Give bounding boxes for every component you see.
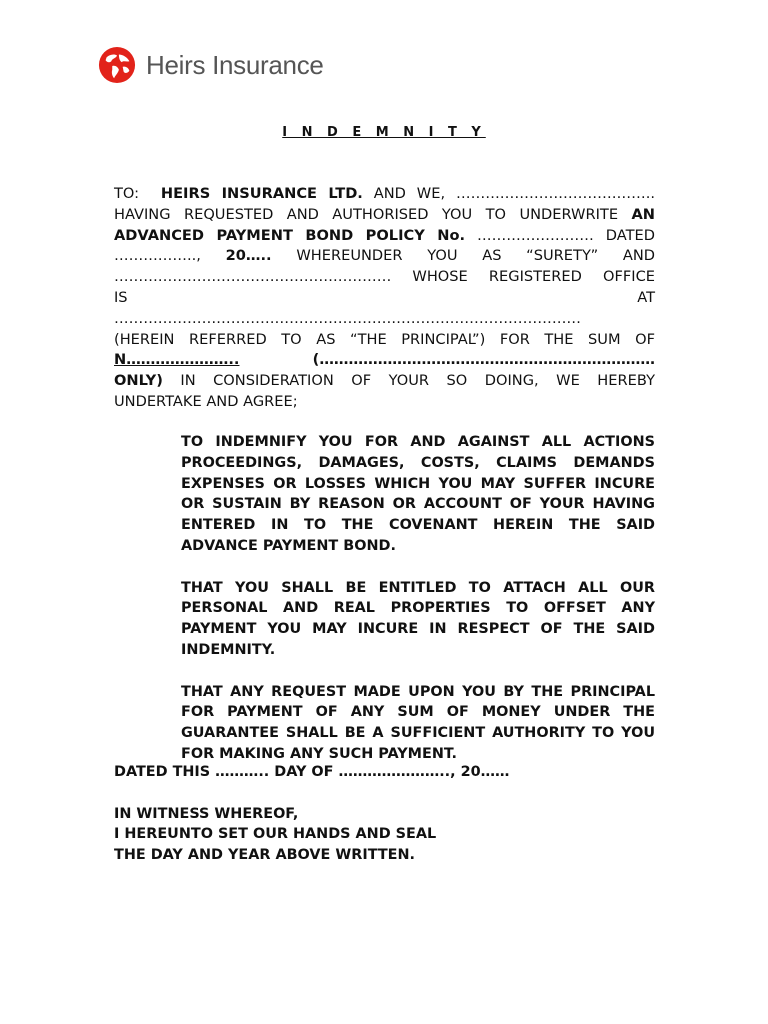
para-line: ………………………………………………… WHOSE REGISTERED OFFICE	[114, 268, 655, 286]
para-text: ……………..,	[114, 247, 201, 265]
and-we-text: AND WE, …………………………………..	[373, 185, 655, 202]
sum-amount: N…………………..	[114, 351, 240, 369]
para-text: IS	[114, 288, 128, 306]
para-line: UNDERTAKE AND AGREE;	[114, 392, 298, 410]
clause-2: THAT YOU SHALL BE ENTITLED TO ATTACH ALL OUR PERSONAL AND REAL PROPERTIES TO OFFSET ANY PAYMENT YOU MAY INCURE IN RESPECT OF THE SAID INDEMNITY.	[181, 579, 655, 658]
document-title: I N D E M N I T Y	[282, 125, 486, 140]
signature-block	[114, 762, 509, 866]
brand-name: Heirs Insurance	[146, 49, 324, 80]
para-line	[114, 246, 655, 267]
para-line	[114, 205, 655, 226]
globe-logo-icon	[98, 46, 136, 84]
para-text: IN CONSIDERATION OF YOUR SO DOING, WE HEREBY	[180, 372, 655, 390]
para-bold: AN	[631, 205, 655, 223]
witness-line-1: IN WITNESS WHEREOF,	[114, 805, 299, 822]
policy-label: ADVANCED PAYMENT BOND POLICY No.	[114, 226, 466, 244]
opening-paragraph	[114, 184, 655, 413]
para-line	[114, 184, 655, 205]
dated-line: DATED THIS ……….. DAY OF ………………….., 20……	[114, 764, 510, 780]
indemnity-clauses	[181, 432, 655, 786]
para-text: …………………… DATED	[477, 226, 656, 244]
para-text: HAVING REQUESTED AND AUTHORISED YOU TO UNDERWRITE	[114, 205, 619, 223]
witness-line-2: I HEREUNTO SET OUR HANDS AND SEAL	[114, 826, 437, 843]
witness-line-3: THE DAY AND YEAR ABOVE WRITTEN.	[114, 847, 415, 864]
to-label: TO:	[114, 185, 140, 202]
para-bold: 20…..	[225, 247, 272, 265]
para-line	[114, 288, 655, 309]
para-line	[114, 371, 655, 392]
clause-1: TO INDEMNIFY YOU FOR AND AGAINST ALL ACTIONS PROCEEDINGS, DAMAGES, COSTS, CLAIMS DEMANDS EXPENSES OR LOSSES WHICH YOU MAY SUFFER INCURE OR SUSTAIN BY REASON OR ACCOUNT OF YOUR HAVING ENTERED IN TO THE COVENANT HEREIN THE SAID ADVANCE PAYMENT BOND.	[181, 434, 655, 554]
sum-words: (……………………………………………………………	[312, 351, 655, 369]
para-bold: ONLY)	[114, 372, 163, 390]
para-text: WHEREUNDER YOU AS “SURETY” AND	[296, 247, 656, 265]
para-line	[114, 350, 655, 371]
para-line: (HEREIN REFERRED TO AS “THE PRINCIPAL”) FOR THE SUM OF	[114, 330, 655, 348]
spacer	[114, 783, 509, 804]
clause-3: THAT ANY REQUEST MADE UPON YOU BY THE PRINCIPAL FOR PAYMENT OF ANY SUM OF MONEY UNDER THE GUARANTEE SHALL BE A SUFFICIENT AUTHORITY TO YOU FOR MAKING ANY SUCH PAYMENT.	[181, 683, 655, 762]
brand-logo	[98, 46, 324, 84]
para-line	[114, 226, 655, 247]
para-line: ……………………………………………………………………………………	[114, 309, 581, 327]
para-text: AT	[637, 288, 655, 306]
company-name: HEIRS INSURANCE LTD.	[160, 185, 363, 202]
